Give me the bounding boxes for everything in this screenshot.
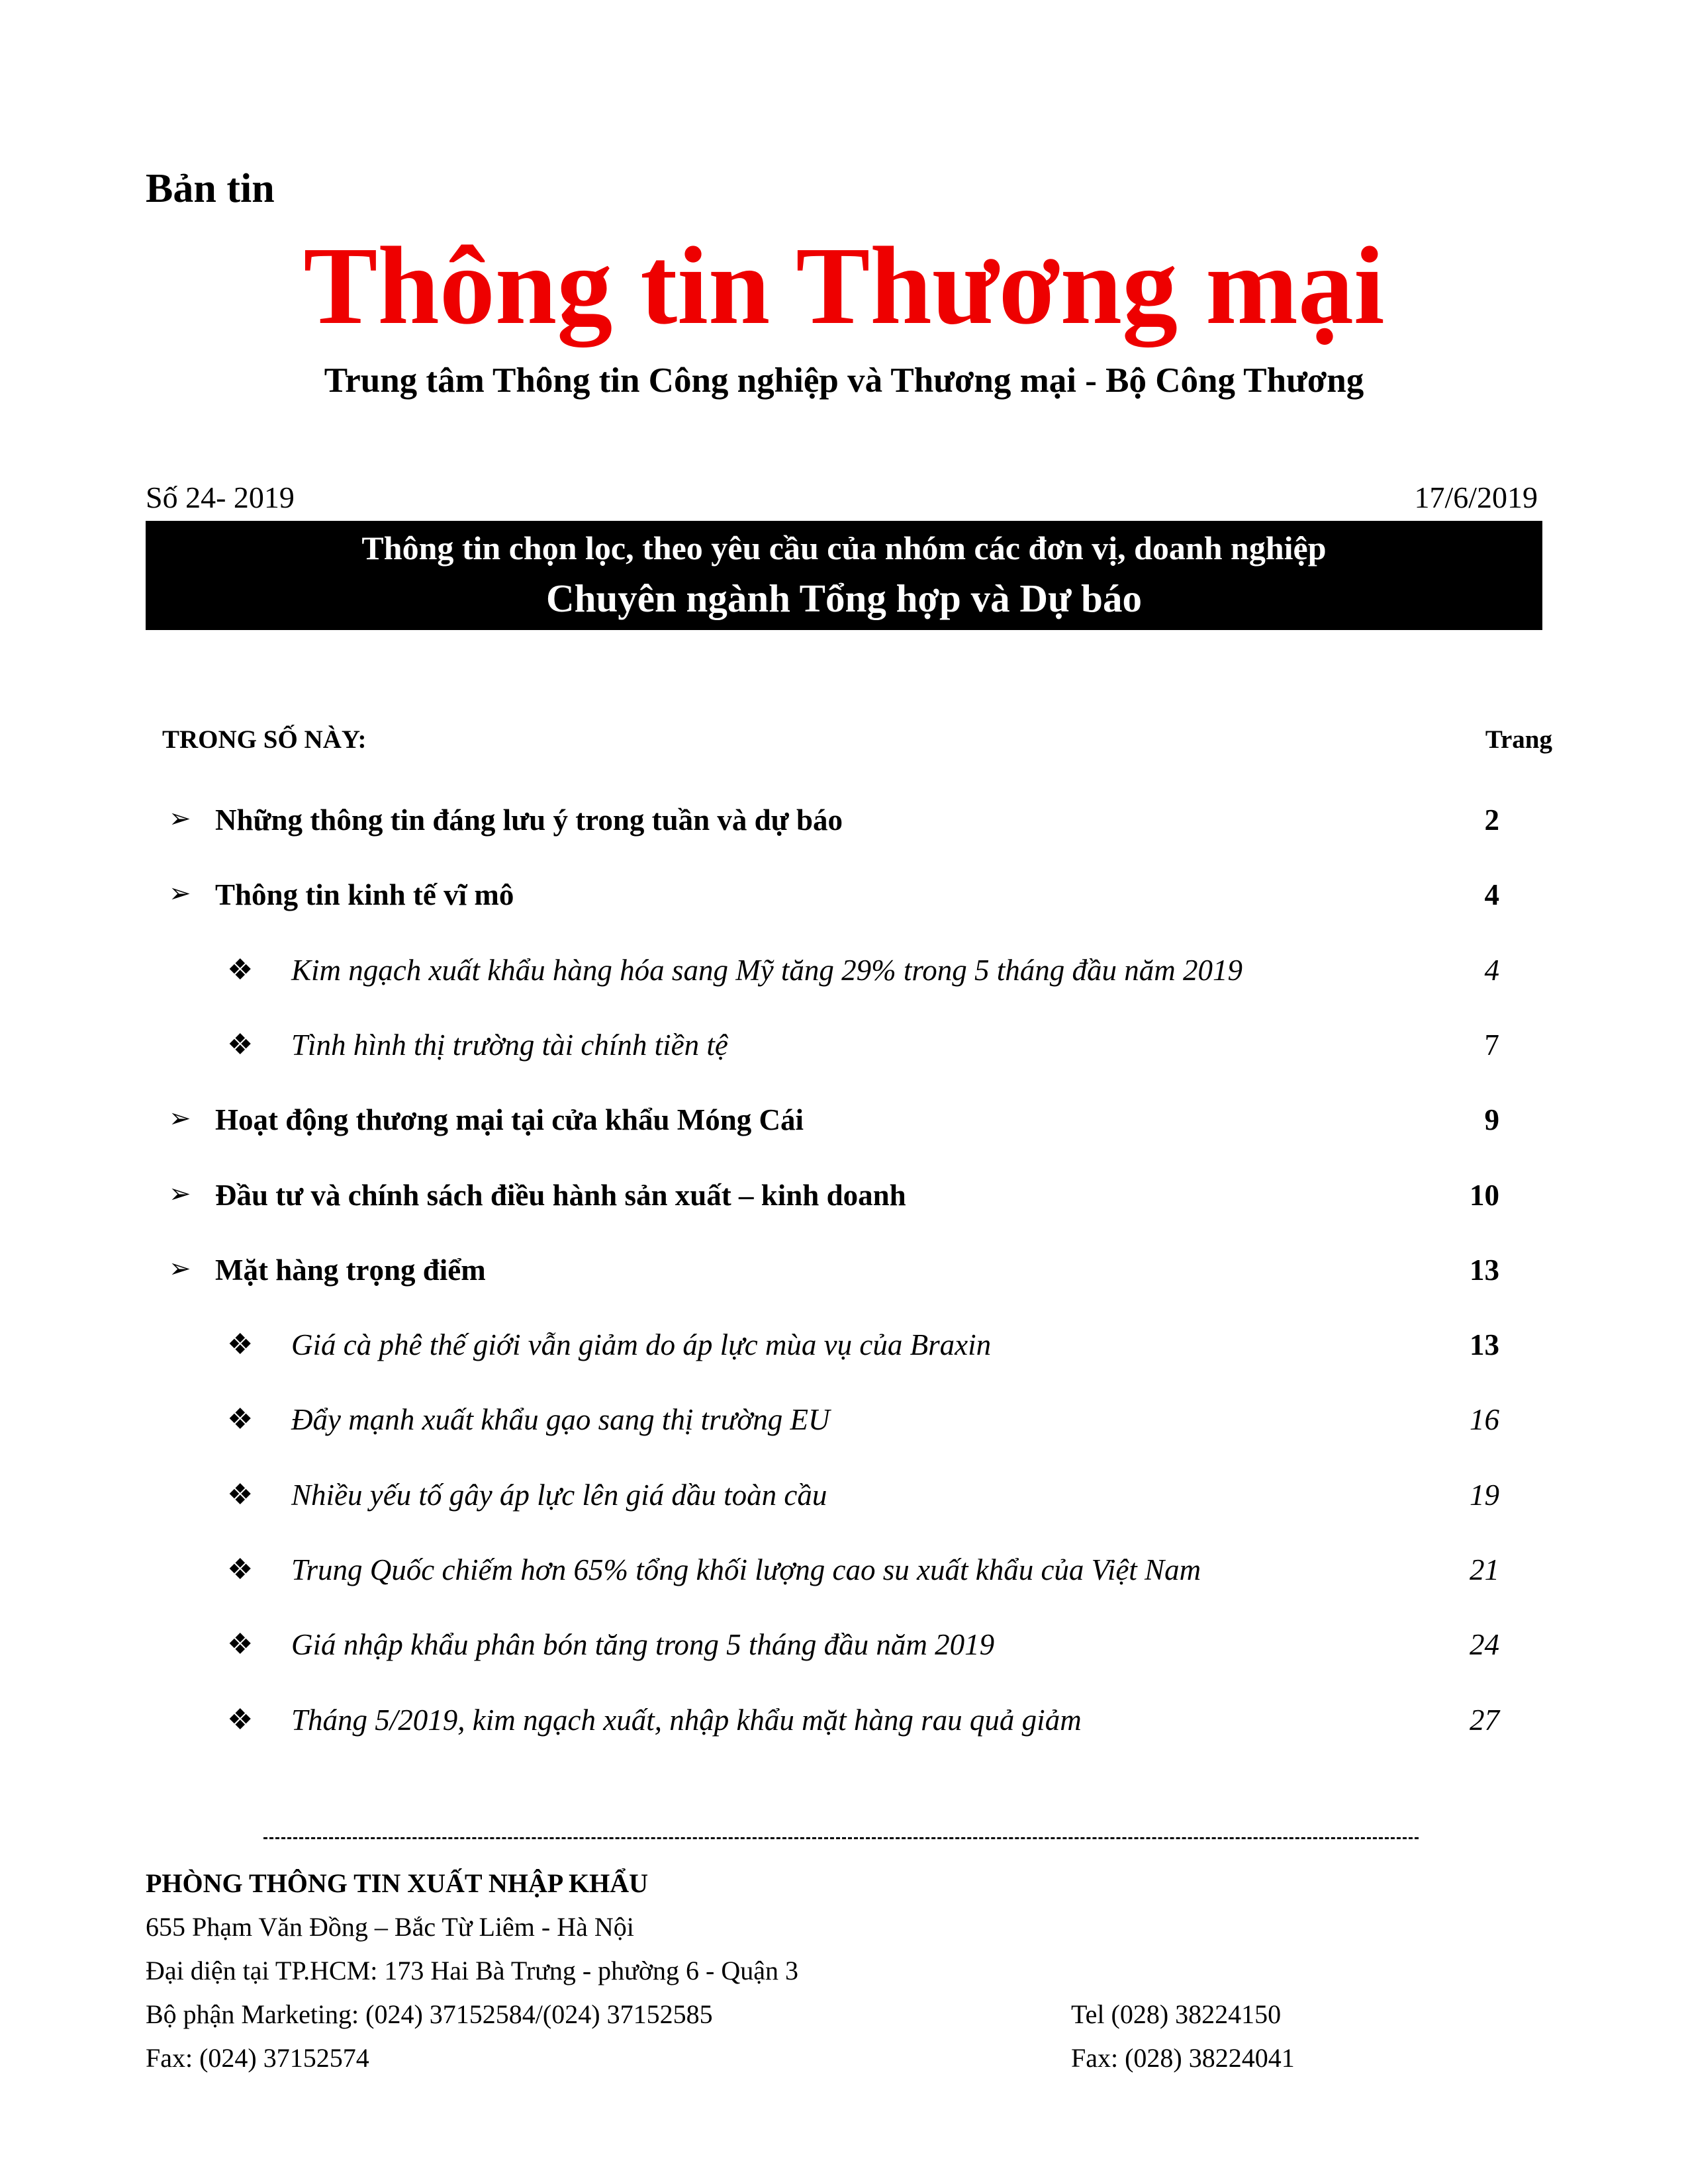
arrow-bullet-icon: ➢ xyxy=(169,1179,191,1208)
toc-entry-page: 27 xyxy=(1470,1704,1499,1737)
newsletter-title: Thông tin Thương mại xyxy=(303,224,1385,347)
toc-entry-page: 4 xyxy=(1484,954,1499,987)
toc-subsection xyxy=(0,1703,1688,1749)
toc-entry-title: Giá nhập khẩu phân bón tăng trong 5 tháng đầu năm 2019 xyxy=(291,1628,995,1661)
diamond-bullet-icon: ❖ xyxy=(227,1553,254,1586)
toc-entry-page: 4 xyxy=(1484,878,1499,911)
toc-entry-title: Kim ngạch xuất khẩu hàng hóa sang Mỹ tăng 29% trong 5 tháng đầu năm 2019 xyxy=(291,954,1243,987)
footer-hcm-office: Đại diện tại TP.HCM: 173 Hai Bà Trưng - phường 6 - Quận 3 xyxy=(146,1956,798,1985)
diamond-bullet-icon: ❖ xyxy=(227,1628,254,1661)
footer-divider xyxy=(263,1837,1419,1839)
toc-entry-page: 16 xyxy=(1470,1403,1499,1436)
toc-subsection xyxy=(0,1028,1688,1074)
toc-section xyxy=(0,803,1688,849)
toc-entry-page: 21 xyxy=(1470,1553,1499,1586)
toc-entry-title: Hoạt động thương mại tại cửa khẩu Móng Cái xyxy=(215,1103,804,1136)
kicker-label: Bản tin xyxy=(146,166,275,211)
toc-entry-page: 9 xyxy=(1484,1103,1499,1136)
diamond-bullet-icon: ❖ xyxy=(227,1479,254,1511)
toc-entry-title: Giá cà phê thế giới vẫn giảm do áp lực mùa vụ của Braxin xyxy=(291,1328,992,1361)
toc-subsection xyxy=(0,1402,1688,1449)
toc-entry-page: 7 xyxy=(1484,1028,1499,1062)
banner-line-2: Chuyên ngành Tổng hợp và Dự báo xyxy=(546,576,1142,620)
issue-date: 17/6/2019 xyxy=(1414,480,1538,514)
toc-entry-page: 10 xyxy=(1470,1179,1499,1212)
arrow-bullet-icon: ➢ xyxy=(169,1103,191,1133)
diamond-bullet-icon: ❖ xyxy=(227,1028,254,1061)
arrow-bullet-icon: ➢ xyxy=(169,1253,191,1283)
publisher-subtitle: Trung tâm Thông tin Công nghiệp và Thương mại - Bộ Công Thương xyxy=(324,361,1364,400)
toc-section xyxy=(0,1178,1688,1224)
toc-entry-title: Tình hình thị trường tài chính tiền tệ xyxy=(291,1028,728,1062)
toc-section xyxy=(0,1103,1688,1149)
toc-entry-page: 19 xyxy=(1470,1479,1499,1512)
footer-tel-hcm: Tel (028) 38224150 xyxy=(1071,1999,1282,2029)
toc-entry-title: Đẩy mạnh xuất khẩu gạo sang thị trường EU xyxy=(291,1403,830,1436)
toc-subsection xyxy=(0,953,1688,999)
toc-entry-title: Tháng 5/2019, kim ngạch xuất, nhập khẩu mặt hàng rau quả giảm xyxy=(291,1704,1082,1737)
toc-entry-title: Nhiều yếu tố gây áp lực lên giá dầu toàn cầu xyxy=(291,1479,827,1512)
toc-page-heading: Trang xyxy=(1485,725,1552,754)
toc-subsection xyxy=(0,1553,1688,1599)
footer-department: PHÒNG THÔNG TIN XUẤT NHẬP KHẨU xyxy=(146,1868,648,1898)
toc-entry-title: Thông tin kinh tế vĩ mô xyxy=(215,878,514,911)
toc-entry-page: 2 xyxy=(1484,803,1499,837)
toc-heading: TRONG SỐ NÀY: xyxy=(162,725,367,754)
toc-entry-page: 13 xyxy=(1470,1328,1499,1361)
toc-subsection xyxy=(0,1328,1688,1374)
toc-entry-title: Mặt hàng trọng điểm xyxy=(215,1253,486,1287)
toc-entry-page: 24 xyxy=(1470,1628,1499,1661)
diamond-bullet-icon: ❖ xyxy=(227,954,254,986)
toc-subsection xyxy=(0,1478,1688,1524)
diamond-bullet-icon: ❖ xyxy=(227,1328,254,1361)
issue-number: Số 24- 2019 xyxy=(146,480,295,514)
diamond-bullet-icon: ❖ xyxy=(227,1403,254,1435)
toc-entry-title: Đầu tư và chính sách điều hành sản xuất – kinh doanh xyxy=(215,1179,906,1212)
footer-address: 655 Phạm Văn Đồng – Bắc Từ Liêm - Hà Nội xyxy=(146,1912,634,1942)
arrow-bullet-icon: ➢ xyxy=(169,878,191,908)
footer-fax-hanoi: Fax: (024) 37152574 xyxy=(146,2043,369,2073)
banner-line-1: Thông tin chọn lọc, theo yêu cầu của nhóm các đơn vị, doanh nghiệp xyxy=(361,529,1327,567)
footer-fax-hcm: Fax: (028) 38224041 xyxy=(1071,2043,1295,2073)
toc-entry-page: 13 xyxy=(1470,1253,1499,1287)
toc-section xyxy=(0,878,1688,924)
arrow-bullet-icon: ➢ xyxy=(169,803,191,833)
toc-section xyxy=(0,1253,1688,1299)
toc-entry-title: Những thông tin đáng lưu ý trong tuần và dự báo xyxy=(215,803,843,837)
toc-subsection xyxy=(0,1627,1688,1674)
diamond-bullet-icon: ❖ xyxy=(227,1704,254,1736)
footer-marketing-phone: Bộ phận Marketing: (024) 37152584/(024) 37152585 xyxy=(146,1999,713,2029)
topic-banner xyxy=(146,521,1542,630)
toc-entry-title: Trung Quốc chiếm hơn 65% tổng khối lượng cao su xuất khẩu của Việt Nam xyxy=(291,1553,1201,1586)
